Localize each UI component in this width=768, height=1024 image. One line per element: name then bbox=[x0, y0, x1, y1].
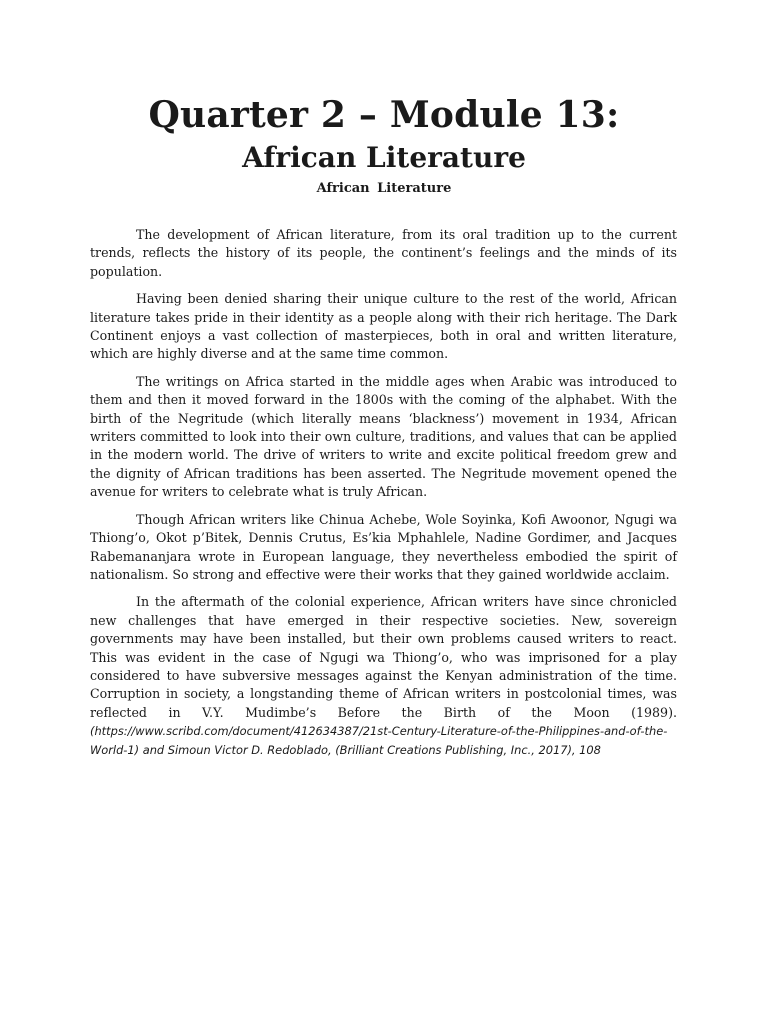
paragraph: The writings on Africa started in the middle ages when Arabic was introduced to them and then it moved forward in the 1800s with the coming of the alphabet. With the birth of the Negritude (which literally means ‘blackness’) movement in 1934, African writers committed to look into their own culture, traditions, and values that can be applied in the modern world. The drive of writers to write and excite political freedom grew and the dignity of African traditions has been asserted. The Negritude movement opened the avenue for writers to celebrate what is truly African. bbox=[90, 373, 677, 500]
paragraph: The development of African literature, from its oral tradition up to the current trends, reflects the history of its people, the continent’s feelings and the minds of its population. bbox=[90, 227, 677, 279]
module-subtitle: African Literature bbox=[242, 141, 526, 174]
paragraph: Though African writers like Chinua Achebe, Wole Soyinka, Kofi Awoonor, Ngugi wa Thiong’o, Okot p’Bitek, Dennis Crutus, Es’kia Mphahlele, Nadine Gordimer, and Jacques Rabemananjara wrote in European language, they nevertheless embodied the spirit of nationalism. So strong and effective were their works that they gained worldwide acclaim. bbox=[90, 511, 677, 582]
body-text bbox=[90, 226, 677, 768]
paragraph: Having been denied sharing their unique culture to the rest of the world, African literature takes pride in their identity as a people along with their rich heritage. The Dark Continent enjoys a vast collection of masterpieces, both in oral and written literature, which are highly diverse and at the same time common. bbox=[90, 291, 677, 362]
paragraph-with-citation bbox=[90, 593, 677, 759]
paragraph-text: In the aftermath of the colonial experience, African writers have since chronicled new challenges that have emerged in their respective societies. New, sovereign governments may have been installed, but their own problems caused writers to react. This was evident in the case of Ngugi wa Thiong’o, who was imprisoned for a play considered to have subversive messages against the Kenyan administration of the time. Corruption in society, a longstanding theme of African writers in postcolonial times, was reflected in V.Y. Mudimbe’s Before the Birth of the Moon (1989). bbox=[90, 594, 677, 720]
section-heading: African Literature bbox=[316, 181, 452, 196]
citation: (https://www.scribd.com/document/412634387/21st-Century-Literature-of-the-Philippines-and-of-the-World-1) and Simoun Victor D. Redoblado, (Brilliant Creations Publishing, Inc., 2017), 108 bbox=[90, 724, 668, 757]
module-title: Quarter 2 – Module 13: bbox=[148, 94, 620, 136]
